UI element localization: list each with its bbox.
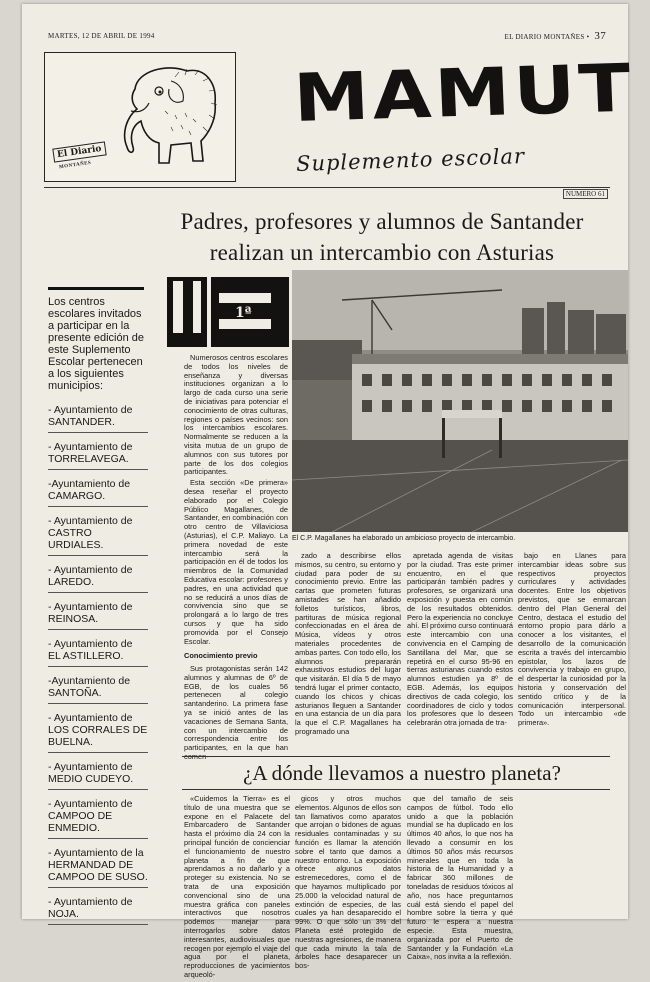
svg-text:1ª: 1ª: [235, 305, 252, 321]
sidebar-item: - Ayuntamiento de SANTANDER.: [48, 404, 148, 433]
headline-line-2: realizan un intercambio con Asturias: [209, 240, 555, 265]
header-paper-name: EL DIARIO MONTAÑES: [504, 33, 585, 41]
second-article-column-2: [295, 795, 401, 973]
paragraph: Numerosos centros escolares de todos los niveles de enseñanza y diversas instituciones organizan a lo largo de cada curso una serie de iniciativas para potenciar el conocimiento de otras culturas, regiones o países vecinos: son los intercambios escolares. Normalmente se reducen a la visita mutua de un grupo de alumnos con sus tutores por parte de los dos colegios participantes.: [184, 353, 288, 477]
paragraph: zado a describirse ellos mismos, su centro, su entorno y ciudad para poder de su conocimiento previo. Entre las cartas que prometen futuras amistades se han añadido folletos turísticos, libros, partituras de música regional confeccionadas en el área de Música, vídeos y otros materiales procedentes de ambas partes. Con todo ello, los alumnos prepararán exhaustivos estudios del lugar que visitarán. El día 5 de mayo tendrá lugar el primer contacto, cuando los chicos y chicas asturianos lleguen a Santander en una estancia de un día para la que el C.P. Magallanes ha programado una: [295, 551, 401, 736]
photo-caption: El C.P. Magallanes ha elaborado un ambicioso proyecto de intercambio.: [292, 535, 516, 542]
masthead-subtitle: Suplemento escolar: [295, 144, 526, 176]
divider: [182, 789, 610, 790]
paragraph: que del tamaño de seis campos de fútbol. Todo ello unido a que la población mundial se ha duplicado en los últimos 40 años, lo que nos ha llevado a consumir en los últimos 50 años más recursos minerales que en toda la historia de la Humanidad y a fabricar 360 millones de toneladas de residuos tóxicos al año, nos hace preguntarnos cuál está siendo el papel del hombre sobre la tierra y qué futuro le espera a nuestra especie. Esta muestra, organizada por el Puerto de Santander y la Fundación «La Caixa», nos invita a la reflexión.: [407, 794, 513, 962]
sidebar-item: - Ayuntamiento de LOS CORRALES DE BUELNA.: [48, 712, 148, 753]
article-column-4: [518, 552, 626, 730]
masthead-title: MAMUT: [292, 49, 636, 137]
mascot-box: [44, 52, 236, 182]
divider: [182, 756, 610, 757]
paragraph: Sus protagonistas serán 142 alumnos y alumnas de 6º de EGB, de los cuales 56 pertenecen al colegio santanderino. La primera fase ya se inició antes de las vacaciones de Semana Santa, con un intercambio de correspondencia entre los participantes, en la que han comen-: [184, 664, 288, 762]
municipalities-sidebar: [48, 287, 148, 933]
sidebar-item: - Ayuntamiento de CAMPOO DE ENMEDIO.: [48, 798, 148, 839]
logo-sub: MONTAÑES: [58, 160, 92, 171]
divider: [44, 187, 610, 188]
sidebar-item: - Ayuntamiento de la HERMANDAD DE CAMPOO DE SUSO.: [48, 847, 148, 888]
paragraph: «Cuidemos la Tierra» es el título de una muestra que se expone en el Palacete del Embarcadero de Santander hasta el próximo día 24 con la principal función de concienciar el funcionamiento de nuestro planeta a fin de que aprendamos a no dañarlo y a proteger su existencia. No se trata de una exposición convencional sino de una muestra gráfica con paneles interactivos que nosotros podemos manejar para interrogarlos sobre datos interesantes, audiovisuales que recogen por ejemplo el viaje del agua por el planeta, reproducciones de yacimientos arqueoló-: [184, 794, 290, 979]
header-paper: EL DIARIO MONTAÑES • 37: [504, 30, 606, 42]
sidebar-item: - Ayuntamiento de CASTRO URDIALES.: [48, 515, 148, 556]
issue-number: NUMERO 61: [563, 189, 608, 199]
second-headline: ¿A dónde llevamos a nuestro planeta?: [243, 761, 561, 785]
paragraph: bajo en Llanes para intercambiar ideas sobre sus respectivos proyectos curriculares y actividades docentes. Entre los objetivos previstos, que se enmarcan dentro del Plan General del Centro, destaca el estudio del entorno propio para dárlo a conocer a los visitantes, el desarrollo de la comunicación escrita a través del intercambio epistolar, los lazos de convivencia y trabajo en grupo, el despertar la curiosidad por la historia y conservación del sentido crítico y de la comunicación interpersonal. Todo un intercambio «de primera».: [518, 551, 626, 728]
newspaper-page: [22, 4, 636, 979]
second-article-column-1: [184, 795, 290, 982]
sidebar-item: - Ayuntamiento de EL ASTILLERO.: [48, 638, 148, 667]
logo: El Diario: [52, 141, 106, 162]
article-column-2: [295, 552, 401, 739]
article-headline: [152, 206, 612, 268]
header-date: MARTES, 12 DE ABRIL DE 1994: [48, 32, 155, 40]
article-column-3: [407, 552, 513, 730]
sidebar-item: - Ayuntamiento de TORRELAVEGA.: [48, 441, 148, 470]
sidebar-item: - Ayuntamiento de NOJA.: [48, 896, 148, 925]
second-article-column-3: [407, 795, 513, 964]
paragraph: Esta sección «De primera» desea reseñar el proyecto elaborado por el Colegio Público Magallanes, de Santander, en combinación con otro centro de Villaviciosa (Asturias), el C.P. Maliayo. La primera novedad de este intercambio será la participación en él de todos los miembros de la Comunidad Educativa escolar: profesores y padres, en una actividad que no se reducirá a unos días de convivencia sino que se prolongará a lo largo de tres cursos y que ha sido promovida por el Consejo Escolar.: [184, 478, 288, 646]
article-column-1: [184, 354, 288, 764]
sidebar-item: -Ayuntamiento de CAMARGO.: [48, 478, 148, 507]
sidebar-rule: [48, 287, 144, 290]
paragraph: gicos y otros muchos elementos. Algunos de ellos son tan llamativos como aparatos que arrojan o bidones de aguas residuales contaminadas y su función es llamar la atención sobre el tanto que damos a nuestro entorno. La exposición ofrece algunos datos estremecedores, como el de que hayamos multiplicado por 25.000 la velocidad natural de extinción de especies, de las cuales ya han desaparecido el 99%. O que sólo un 3% del Planeta esté protegido de nuestras agresiones, de manera que cada minuto la tala de árboles hace desaparecer un bos-: [295, 794, 402, 971]
sidebar-item: - Ayuntamiento de LAREDO.: [48, 564, 148, 593]
headline-line-1: Padres, profesores y alumnos de Santander: [180, 209, 584, 234]
page-number: 37: [594, 30, 606, 42]
paragraph: apretada agenda de visitas por la ciudad. Tras este primer encuentro, en el que participarán también padres y profesores, se organizará una exposición y puesta en común de los resultados obtenidos. Pero la experiencia no concluye ahí. El próximo curso continuará este intercambio con una convivencia en el Camping de Santillana del Mar, que se repetirá en el curso 95-96 en tierras asturianas cuando estos alumnos estudien ya 8º de EGB. Además, los equipos directivos de cada colegio, los coordinadores de ciclo y todos los profesores que lo deseen celebrarán otra jornada de tra-: [407, 551, 513, 728]
sidebar-item: - Ayuntamiento de REINOSA.: [48, 601, 148, 630]
sidebar-intro: Los centros escolares invitados a participar en la presente edición de este Suplemento Escolar pertenecen a los siguientes municipios:: [48, 296, 145, 392]
subhead: Conocimiento previo: [184, 651, 258, 661]
sidebar-item: - Ayuntamiento de MEDIO CUDEYO.: [48, 761, 148, 790]
sidebar-item: -Ayuntamiento de SANTOÑA.: [48, 675, 148, 704]
initial-1e-block-icon: [165, 275, 291, 349]
mammoth-illustration-icon: [105, 61, 225, 171]
school-photo: [292, 270, 628, 532]
